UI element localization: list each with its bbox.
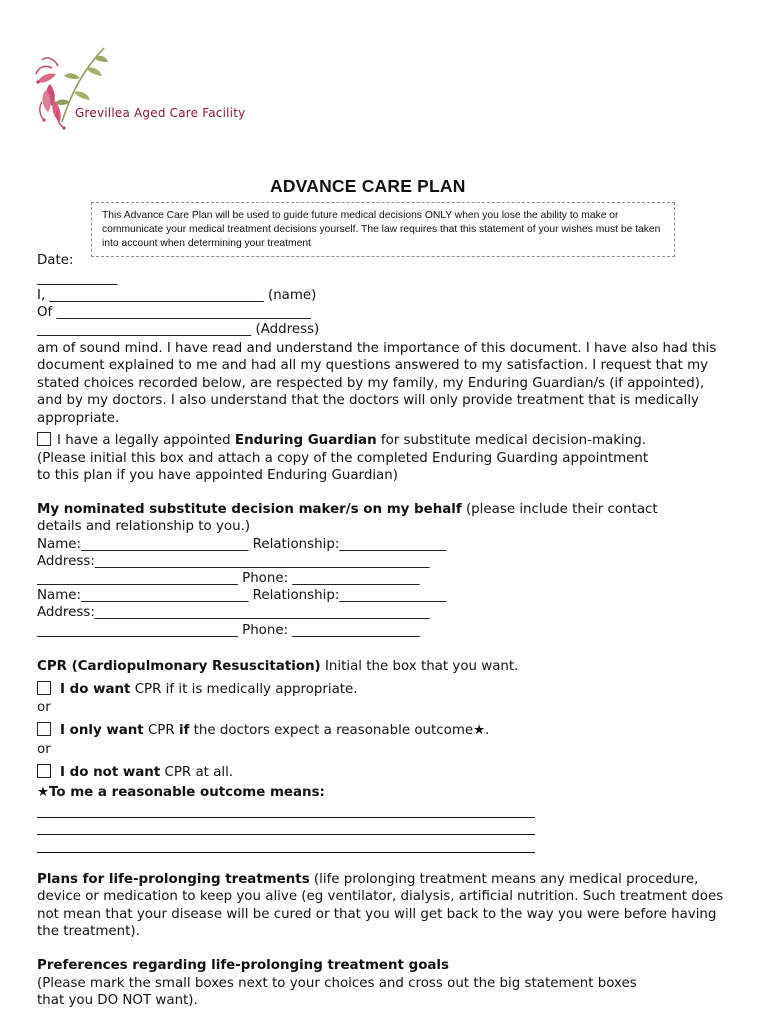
cpr-option-do-not-want [37, 764, 233, 780]
substitute-1-address-field[interactable]: Address:__________________________________________________ [37, 554, 430, 569]
substitute-heading-line2: details and relationship to you.) [37, 519, 251, 534]
cpr-only-want-if: if [178, 723, 190, 738]
address-field[interactable]: ________________________________ (Address) [37, 322, 320, 337]
cpr-do-not-want-bold: I do not want [60, 765, 161, 780]
cpr-option-only-want [37, 722, 489, 738]
grevillea-flower-icon [34, 44, 114, 136]
cpr-only-want-mid: CPR [143, 723, 179, 738]
substitute-heading-rest: (please include their contact [461, 502, 658, 517]
cpr-do-want-checkbox[interactable] [37, 681, 51, 695]
cpr-option-do-want [37, 681, 358, 697]
guardian-option [37, 432, 646, 448]
page-title: ADVANCE CARE PLAN [270, 176, 466, 196]
preferences-line1: (Please mark the small boxes next to your choices and cross out the big statement boxes [37, 976, 637, 991]
cpr-or-1: or [37, 700, 51, 715]
reasonable-outcome-line-3[interactable] [37, 852, 535, 853]
guardian-text-bold: Enduring Guardian [234, 433, 377, 448]
guardian-note-line1: (Please initial this box and attach a copy of the completed Enduring Guarding appointment [37, 451, 649, 466]
guardian-checkbox[interactable] [37, 432, 51, 446]
cpr-only-want-checkbox[interactable] [37, 722, 51, 736]
guardian-text-post: for substitute medical decision-making. [376, 433, 646, 448]
cpr-do-want-bold: I do want [60, 682, 131, 697]
cpr-only-want-bold: I only want [60, 723, 144, 738]
date-label: Date: [37, 253, 74, 268]
life-prolonging-heading: Plans for life-prolonging treatments [37, 872, 310, 887]
preferences-heading: Preferences regarding life-prolonging treatment goals [37, 958, 449, 973]
cpr-only-want-rest: the doctors expect a reasonable outcome★. [189, 723, 490, 738]
cpr-or-2: or [37, 742, 51, 757]
reasonable-outcome-line-1[interactable] [37, 817, 535, 818]
substitute-2-name-field[interactable]: Name:_________________________ Relationship:________________ [37, 588, 447, 603]
substitute-heading [37, 502, 658, 517]
substitute-1-name-field[interactable]: Name:_________________________ Relationship:________________ [37, 537, 447, 552]
guardian-text-pre: I have a legally appointed [57, 433, 235, 448]
cpr-do-want-rest: CPR if it is medically appropriate. [130, 682, 358, 697]
guardian-note-line2: to this plan if you have appointed Enduring Guardian) [37, 468, 398, 483]
cpr-do-not-want-rest: CPR at all. [160, 765, 234, 780]
reasonable-outcome-line-2[interactable] [37, 834, 535, 835]
facility-logo [34, 44, 114, 136]
substitute-1-phone-field[interactable]: ______________________________ Phone: ___________________ [37, 571, 420, 586]
substitute-heading-bold: My nominated substitute decision maker/s on my behalf [37, 502, 462, 517]
preferences-line2: that you DO NOT want). [37, 993, 198, 1008]
substitute-2-address-field[interactable]: Address:__________________________________________________ [37, 605, 430, 620]
notice-text: This Advance Care Plan will be used to guide future medical decisions ONLY when you lose the ability to make or communicate your medical treatment decisions yourself. The law requires that this statement of your wishes must be taken into account when determining your treatment [102, 210, 661, 249]
substitute-2-phone-field[interactable]: ______________________________ Phone: ___________________ [37, 623, 420, 638]
of-field[interactable]: Of ______________________________________ [37, 305, 311, 320]
facility-name: Grevillea Aged Care Facility [75, 106, 246, 120]
cpr-do-not-want-checkbox[interactable] [37, 764, 51, 778]
cpr-heading [37, 659, 518, 674]
reasonable-outcome-heading: ★To me a reasonable outcome means: [37, 785, 325, 800]
declaration-text: am of sound mind. I have read and understand the importance of this document. I have also had this document explained to me and had all my questions answered to my satisfaction. I request that my stated choices recorded below, are respected by my family, my Enduring Guardian/s (if appointed), and by my doctors. I also understand that the doctors will only provide treatment that is medically appropriate. [37, 341, 717, 426]
life-prolonging-text: (life prolonging treatment means any medical procedure, device or medication to keep you alive (eg ventilator, dialysis, artificial nutrition. Such treatment does not mean that your disease will be cured or that you will get back to the way you were before having the treatment). [37, 872, 724, 940]
cpr-heading-rest: Initial the box that you want. [320, 659, 519, 674]
name-field[interactable]: I, ________________________________ (name) [37, 288, 317, 303]
cpr-heading-bold: CPR (Cardiopulmonary Resuscitation) [37, 659, 321, 674]
date-field[interactable]: ____________ [37, 271, 118, 286]
notice-box [91, 202, 675, 257]
life-prolonging-paragraph [37, 871, 733, 941]
